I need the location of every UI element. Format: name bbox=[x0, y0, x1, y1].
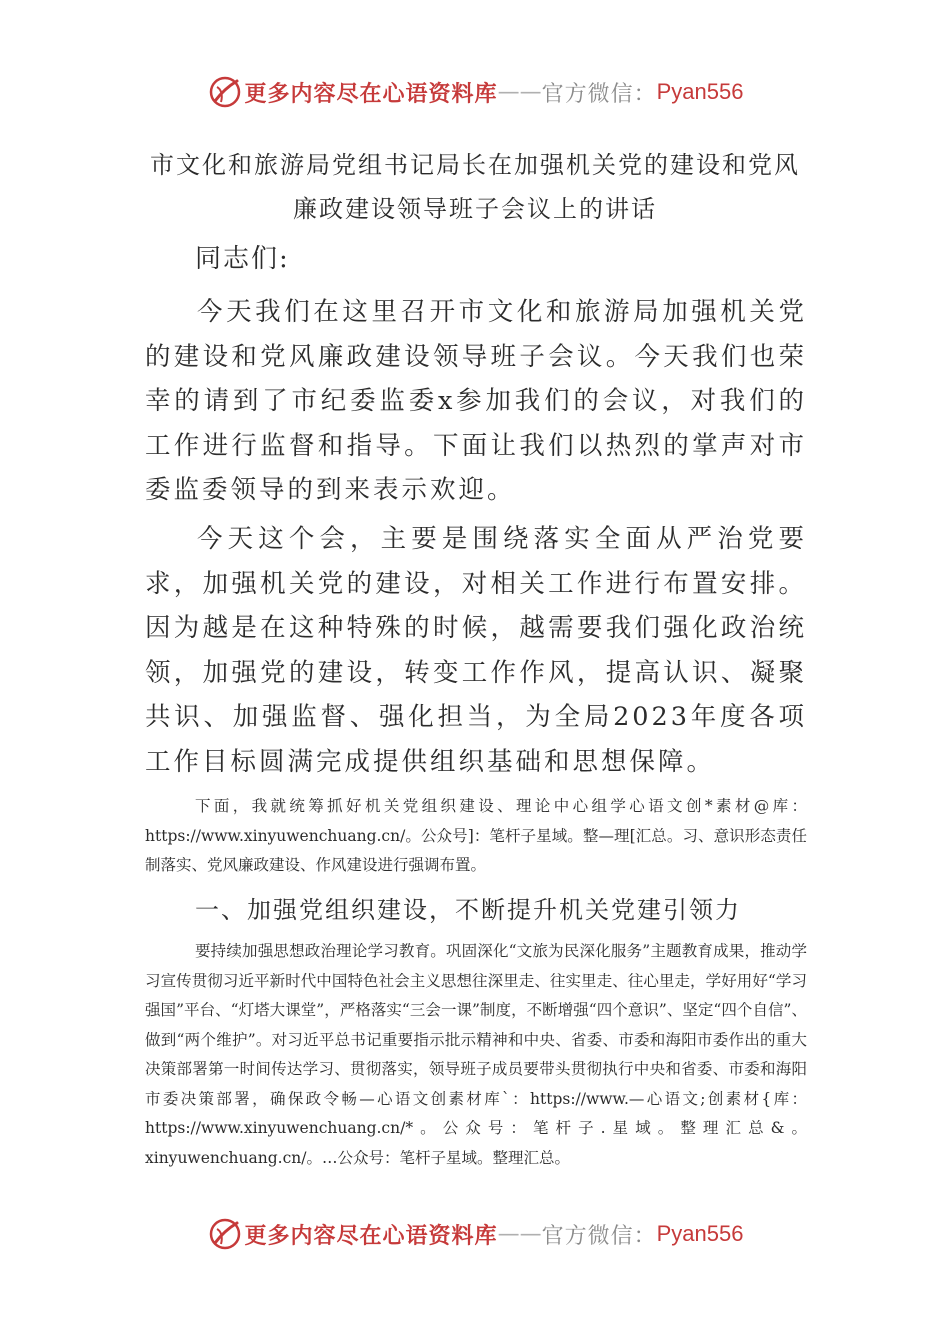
paragraph-outline: 下面，我就统筹抓好机关党组织建设、理论中心组学心语文创*素材@库：https://www.xinyuwenchuang.cn/。公众号]：笔杆子星域。整—理[汇总。习、意识形态责任制落实、党风廉政建设、作风建设进行强调布置。 bbox=[145, 797, 807, 874]
banner-text: 更多内容尽在心语资料库 bbox=[244, 1223, 498, 1249]
section-heading: 一、加强党组织建设，不断提升机关党建引领力 bbox=[195, 896, 741, 924]
salutation: 同志们: bbox=[195, 244, 290, 274]
banner-wechat-id: Pyan556 bbox=[656, 1221, 744, 1246]
paragraph-purpose: 今天这个会，主要是围绕落实全面从严治党要求，加强机关党的建设，对相关工作进行布置安排。因为越是在这种特殊的时候，越需要我们强化政治统领，加强党的建设，转变工作作风，提高认识、凝聚共识、加强监督、强化担当，为全局2023年度各项工作目标圆满完成提供组织基础和思想保障。 bbox=[145, 524, 807, 777]
paragraph-opening: 今天我们在这里召开市文化和旅游局加强机关党的建设和党风廉政建设领导班子会议。今天我们也荣幸的请到了市纪委监委x参加我们的会议，对我们的工作进行监督和指导。下面让我们以热烈的掌声对市委监委领导的到来表示欢迎。 bbox=[145, 297, 807, 505]
footer-watermark-banner bbox=[0, 1214, 950, 1254]
document-title: 市文化和旅游局党组书记局长在加强机关党的建设和党风廉政建设领导班子会议上的讲话 bbox=[150, 151, 800, 223]
banner-dash: —— bbox=[497, 79, 542, 105]
banner-text: 更多内容尽在心语资料库 bbox=[244, 81, 498, 107]
banner-dash: —— bbox=[497, 1221, 542, 1247]
banner-wechat-label: 官方微信： bbox=[541, 81, 657, 107]
brand-logo-icon bbox=[207, 75, 241, 109]
banner-wechat-label: 官方微信： bbox=[541, 1223, 657, 1249]
banner-wechat-id: Pyan556 bbox=[656, 79, 744, 104]
header-watermark-banner bbox=[0, 72, 950, 112]
paragraph-section-body: 要持续加强思想政治理论学习教育。巩固深化“文旅为民深化服务”主题教育成果，推动学习宣传贯彻习近平新时代中国特色社会主义思想往深里走、往实里走、往心里走，学好用好“学习强国”平台、“灯塔大课堂”，严格落实“三会一课”制度，不断增强“四个意识”、坚定“四个自信”、做到“两个维护”。对习近平总书记重要指示批示精神和中央、省委、市委和海阳市委作出的重大决策部署第一时间传达学习、贯彻落实，领导班子成员要带头贯彻执行中央和省委、市委和海阳市委决策部署，确保政令畅—心语文创素材库`：https://www.—心语文;创素材{库：https://www.xinyuwenchuang.cn/*。公众号：笔杆子.星域。整理汇总&。xinyuwenchuang.cn/。…公众号：笔杆子星域。整理汇总。 bbox=[145, 942, 807, 1167]
brand-logo-icon bbox=[207, 1217, 241, 1251]
